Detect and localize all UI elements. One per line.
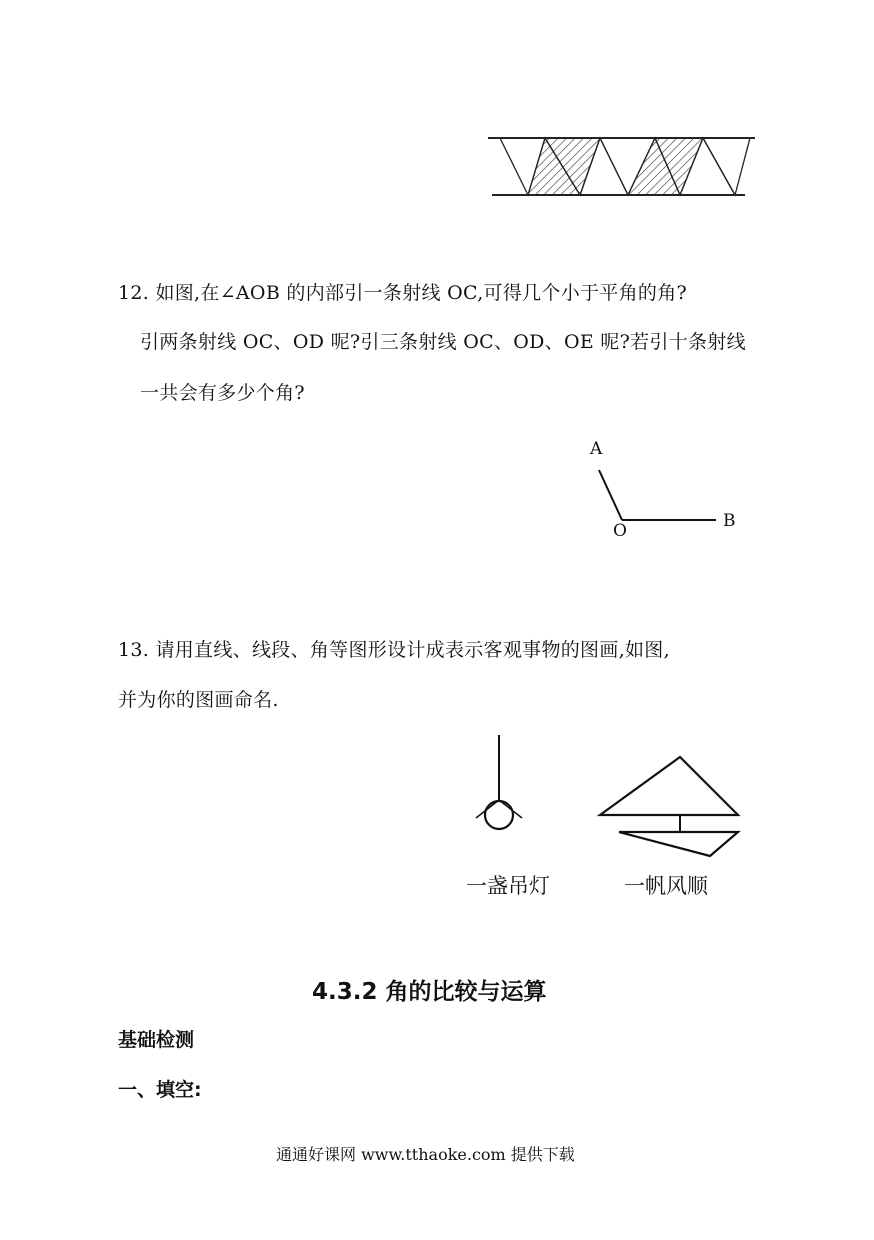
boat-hull — [619, 832, 738, 856]
point-label-o: O — [613, 521, 627, 541]
sail — [600, 757, 738, 815]
q13-line1: 13. 请用直线、线段、角等图形设计成表示客观事物的图画,如图, — [118, 639, 670, 661]
point-label-b: B — [723, 511, 736, 531]
q13-line2: 并为你的图画命名. — [118, 689, 279, 711]
caption-lamp: 一盏吊灯 — [466, 874, 550, 898]
q12-line2: 引两条射线 OC、OD 呢?引三条射线 OC、OD、OE 呢?若引十条射线 — [140, 331, 746, 353]
subsection-basic-test: 基础检测 — [118, 1029, 195, 1051]
section-title: 4.3.2 角的比较与运算 — [312, 979, 547, 1005]
caption-sail: 一帆风顺 — [624, 874, 708, 898]
q12-line3: 一共会有多少个角? — [140, 382, 305, 404]
q12-line1: 12. 如图,在∠AOB 的内部引一条射线 OC,可得几个小于平角的角? — [118, 282, 688, 304]
page-footer: 通通好课网 www.tthaoke.com 提供下载 — [276, 1145, 575, 1164]
point-label-a: A — [590, 439, 603, 459]
lamp-bulb — [485, 801, 513, 829]
subsection-fill-blank: 一、填空: — [118, 1079, 202, 1101]
